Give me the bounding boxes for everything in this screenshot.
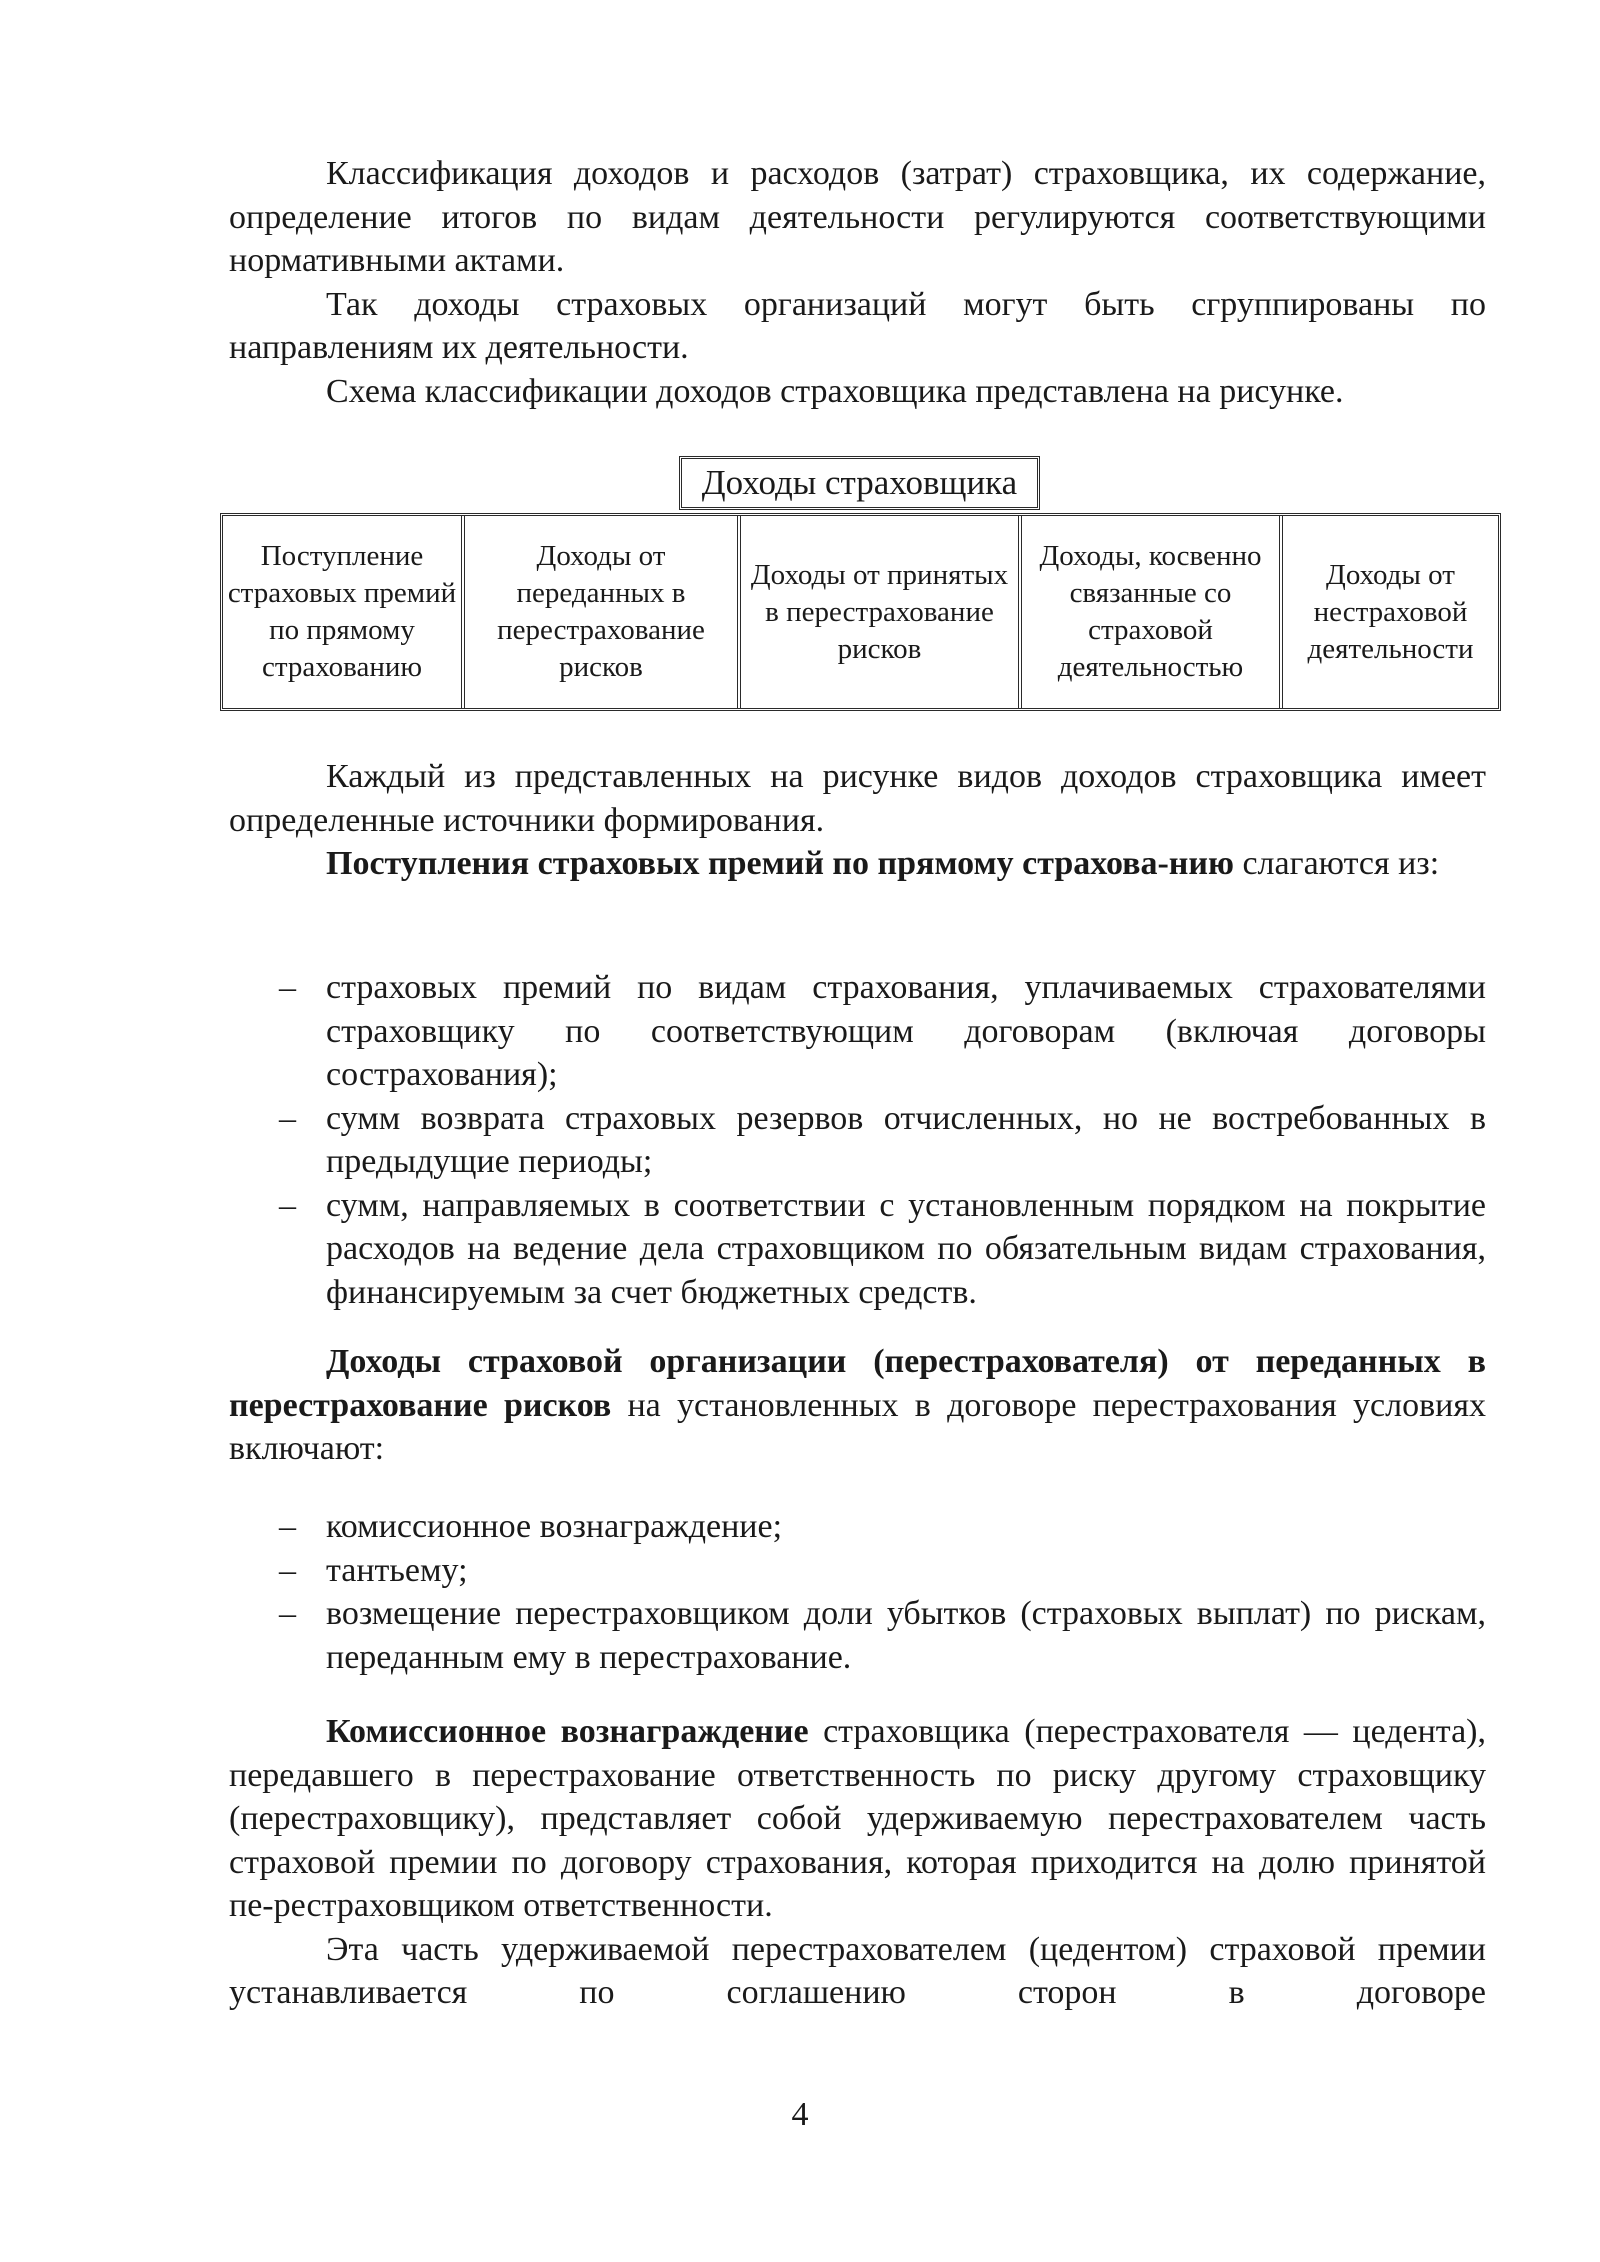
diagram-box-indirect-income xyxy=(1018,516,1279,708)
diagram-box-label: Доходы от переданных в перестрахование рисков xyxy=(497,540,705,683)
intro-paragraph-1: Классификация доходов и расходов (затрат) страховщика, их содержание, определение итогов по видам деятельности регулируются соответствующими нормативными актами. xyxy=(229,155,1486,279)
diagram-box-label: Доходы, косвенно связанные со страховой деятельностью xyxy=(1039,540,1262,683)
section3-heading: Комиссионное вознаграждение xyxy=(326,1713,809,1750)
section2-paragraph xyxy=(229,1340,1486,1471)
intro-paragraph-3: Схема классификации доходов страховщика представлена на рисунке. xyxy=(326,372,1344,410)
diagram-box-ceded-risks xyxy=(461,516,737,708)
section3-heading-rest: страховщика (перестрахователя — цедента), передавшего в перестрахование ответственность по риску другому страховщику (перестраховщику), представляет собой удерживаемую перестрахователем часть страховой премии по договору страхования, которая приходится на долю принятой пе-рестраховщиком ответственности. xyxy=(229,1713,1486,1924)
list-item-text: возмещение перестраховщиком доли убытков (страховых выплат) по рискам, переданным ему в перестрахование. xyxy=(326,1595,1486,1676)
page-number: 4 xyxy=(791,2096,809,2133)
diagram-box-accepted-risks xyxy=(737,516,1018,708)
section2-bullet-list xyxy=(229,1505,1486,1679)
diagram-box-non-insurance-income xyxy=(1279,516,1498,708)
list-item-text: тантьему; xyxy=(326,1551,468,1589)
dash-marker: – xyxy=(279,1186,296,1224)
list-item xyxy=(229,1592,1486,1679)
section1-paragraph-2 xyxy=(229,842,1486,886)
list-item-text: страховых премий по видам страхования, уплачиваемых страхователями страховщику по соответствующим договорам (включая договоры сострахования); xyxy=(326,969,1486,1093)
list-item xyxy=(229,1549,1486,1593)
intro-paragraph-2: Так доходы страховых организаций могут быть сгруппированы по направлениям их деятельности. xyxy=(229,285,1486,366)
list-item-text: комиссионное вознаграждение; xyxy=(326,1508,783,1545)
dash-marker: – xyxy=(279,1099,296,1137)
dash-marker: – xyxy=(279,1508,296,1545)
section2-block xyxy=(229,1340,1486,1471)
section2-heading-rest: на установленных в договоре перестрахования условиях включают: xyxy=(229,1386,1486,1467)
list-item xyxy=(229,966,1486,1097)
list-item-text: сумм, направляемых в соответствии с установленным порядком на покрытие расходов на ведение дела страховщиком по обязательным видам страхования, финансируемым за счет бюджетных средств. xyxy=(326,1186,1486,1311)
dash-marker: – xyxy=(279,1551,296,1589)
list-item xyxy=(229,1505,1486,1549)
diagram-box-direct-premiums xyxy=(223,516,461,708)
section1-bullet-list xyxy=(229,966,1486,1314)
diagram-box-label: Доходы от принятых в перестрахование рисков xyxy=(750,558,1009,665)
section3-paragraph-1 xyxy=(229,1710,1486,1928)
dash-marker: – xyxy=(279,969,296,1006)
dash-marker: – xyxy=(279,1595,296,1632)
diagram-root-label: Доходы страховщика xyxy=(701,463,1018,502)
list-item xyxy=(229,1184,1486,1315)
diagram-box-label: Доходы от нестраховой деятельности xyxy=(1307,558,1474,665)
section2-heading: Доходы страховой организации (перестрахователя) от переданных в перестрахование рисков xyxy=(229,1343,1486,1424)
section3-block xyxy=(229,1710,1486,2015)
list-item xyxy=(229,1097,1486,1184)
section1-heading: Поступления страховых премий по прямому страхова-нию xyxy=(326,845,1234,882)
section1-paragraph-1: Каждый из представленных на рисунке видов доходов страховщика имеет определенные источники формирования. xyxy=(229,758,1486,839)
diagram-root-box xyxy=(679,456,1040,510)
section1-block xyxy=(229,755,1486,886)
list-item-text: сумм возврата страховых резервов отчисленных, но не востребованных в предыдущие периоды; xyxy=(326,1099,1486,1180)
section3-paragraph-2: Эта часть удерживаемой перестрахователем (цедентом) страховой премии устанавливается по соглашению сторон в договоре xyxy=(229,1930,1486,2011)
intro-block xyxy=(229,152,1486,413)
diagram-box-label: Поступление страховых премий по прямому страхованию xyxy=(227,540,457,683)
diagram-categories xyxy=(220,513,1501,711)
section1-heading-rest: слагаются из: xyxy=(1233,845,1440,882)
